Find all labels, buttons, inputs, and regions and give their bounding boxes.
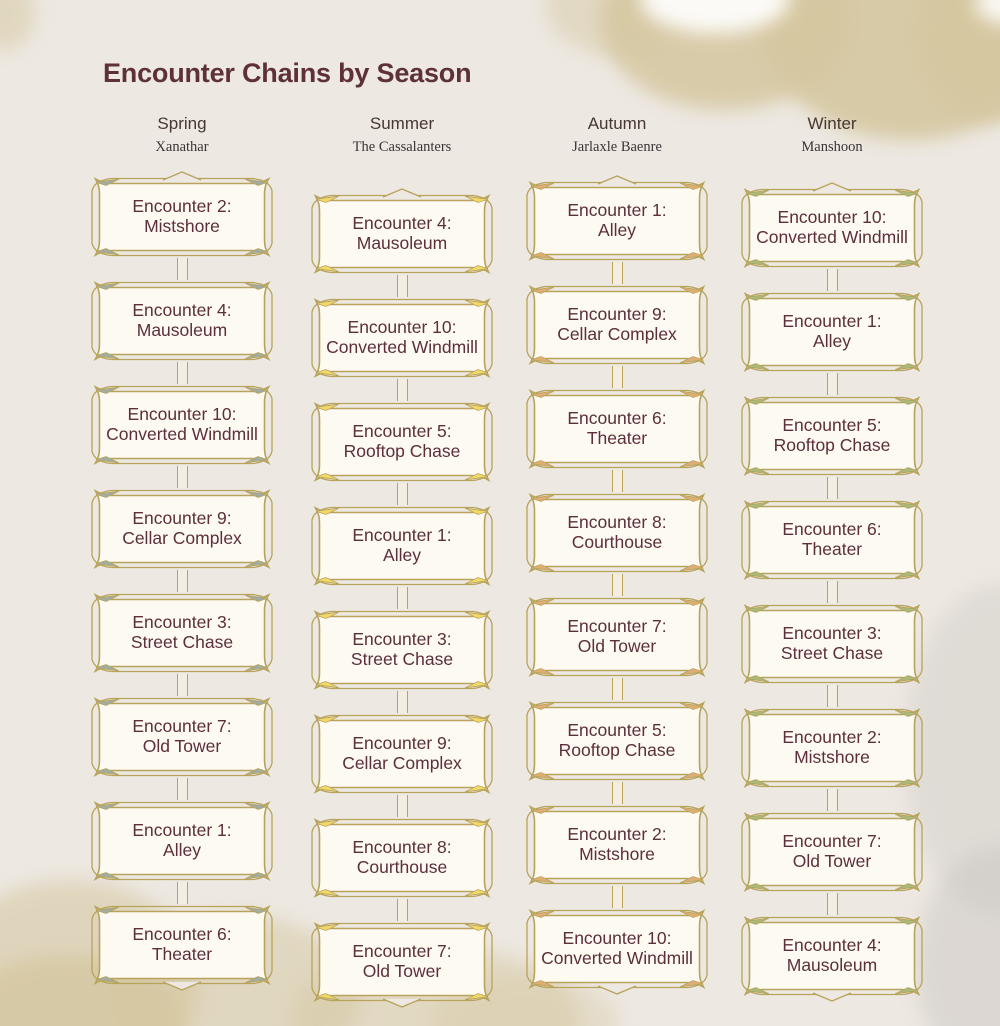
column-header (307, 114, 497, 156)
encounter-name: Encounter 1: (132, 820, 232, 841)
encounter-name: Encounter 6: (782, 519, 882, 540)
encounter-label (567, 825, 666, 865)
encounter-label (541, 929, 693, 969)
encounter-box (89, 592, 275, 674)
chain-connector (827, 269, 838, 291)
encounter-label (774, 416, 891, 456)
encounter-name: Encounter 5: (352, 421, 452, 442)
encounter-location: Cellar Complex (122, 528, 242, 548)
encounter-location: Converted Windmill (326, 337, 478, 357)
chain-connector (397, 379, 408, 401)
encounter-label (557, 305, 677, 345)
encounter-location: Cellar Complex (557, 324, 677, 344)
chain-connector (612, 366, 623, 388)
encounter-location: Mausoleum (356, 233, 448, 253)
chain-connector (612, 678, 623, 700)
encounter-label (567, 201, 666, 241)
encounter-box (524, 180, 710, 262)
encounter-box (89, 384, 275, 466)
chain-connector (827, 373, 838, 395)
encounter-name: Encounter 9: (132, 508, 232, 529)
encounter-location: Street Chase (350, 649, 454, 669)
chain-connector (177, 362, 188, 384)
encounter-name: Encounter 10: (347, 317, 457, 338)
encounter-label (326, 318, 478, 358)
encounter-box (309, 193, 495, 275)
encounter-name: Encounter 10: (127, 404, 237, 425)
encounter-box (739, 603, 925, 685)
encounter-location: Alley (813, 331, 851, 351)
encounter-location: Alley (383, 545, 421, 565)
encounter-location: Mistshore (794, 747, 870, 767)
encounter-box (739, 811, 925, 893)
encounter-location: Old Tower (362, 961, 442, 981)
encounter-location: Rooftop Chase (343, 441, 461, 461)
encounter-location: Alley (163, 840, 201, 860)
encounter-name: Encounter 7: (132, 716, 232, 737)
chain-connector (612, 470, 623, 492)
encounter-name: Encounter 8: (352, 837, 452, 858)
encounter-label (132, 301, 231, 341)
encounter-label (782, 936, 881, 976)
encounter-location: Old Tower (577, 636, 657, 656)
encounter-name: Encounter 1: (567, 200, 667, 221)
encounter-label (131, 613, 233, 653)
chain-connector (177, 882, 188, 904)
encounter-box (89, 280, 275, 362)
encounter-name: Encounter 10: (777, 207, 887, 228)
encounter-name: Encounter 3: (782, 623, 882, 644)
encounter-name: Encounter 5: (567, 720, 667, 741)
chain-connector (397, 795, 408, 817)
chain-connector (397, 587, 408, 609)
encounter-name: Encounter 1: (782, 311, 882, 332)
chain-connector (827, 477, 838, 499)
encounter-name: Encounter 2: (782, 727, 882, 748)
villain-name: Manshoon (801, 139, 863, 155)
encounter-name: Encounter 6: (132, 924, 232, 945)
encounter-location: Converted Windmill (756, 227, 908, 247)
chain-connector (177, 674, 188, 696)
encounter-box (524, 908, 710, 990)
encounter-label (781, 624, 883, 664)
encounter-box (524, 284, 710, 366)
encounter-label (782, 520, 881, 560)
encounter-location: Mistshore (579, 844, 655, 864)
chain-connector (397, 899, 408, 921)
encounter-location: Mausoleum (786, 955, 878, 975)
encounter-label (782, 728, 881, 768)
encounter-box (309, 817, 495, 899)
encounter-location: Theater (586, 428, 648, 448)
encounter-label (782, 832, 881, 872)
encounter-box (739, 707, 925, 789)
encounter-location: Mausoleum (136, 320, 228, 340)
encounter-location: Converted Windmill (541, 948, 693, 968)
encounter-name: Encounter 6: (567, 408, 667, 429)
frame-peak-bottom (382, 998, 422, 1008)
encounter-location: Street Chase (130, 632, 234, 652)
frame-peak-top (162, 171, 202, 181)
encounter-location: Rooftop Chase (773, 435, 891, 455)
encounter-name: Encounter 3: (132, 612, 232, 633)
encounter-label (782, 312, 881, 352)
encounter-label (132, 925, 231, 965)
villain-name: Xanathar (155, 139, 209, 155)
frame-peak-bottom (812, 992, 852, 1002)
chain-connector (397, 275, 408, 297)
page-title: Encounter Chains by Season (103, 58, 472, 88)
encounter-location: Old Tower (142, 736, 222, 756)
chain-connector (612, 886, 623, 908)
encounter-name: Encounter 4: (782, 935, 882, 956)
villain-name: Jarlaxle Baenre (572, 139, 662, 155)
encounter-box (89, 488, 275, 570)
encounter-label (342, 734, 462, 774)
encounter-label (352, 838, 451, 878)
encounter-box (739, 915, 925, 997)
encounter-name: Encounter 2: (132, 196, 232, 217)
encounter-box (89, 696, 275, 778)
encounter-box (524, 388, 710, 470)
column-header (87, 114, 277, 156)
chain-connector (612, 262, 623, 284)
encounter-box (739, 291, 925, 373)
column-header (522, 114, 712, 156)
encounter-box (524, 596, 710, 678)
chain-connector (827, 789, 838, 811)
chain-connector (177, 466, 188, 488)
encounter-name: Encounter 1: (352, 525, 452, 546)
encounter-label (132, 821, 231, 861)
encounter-box (524, 804, 710, 886)
encounter-label (132, 197, 231, 237)
encounter-name: Encounter 7: (782, 831, 882, 852)
chain-connector (177, 570, 188, 592)
column-header (737, 114, 927, 156)
frame-peak-bottom (162, 981, 202, 991)
encounter-location: Converted Windmill (106, 424, 258, 444)
season-name: Winter (807, 114, 857, 133)
chain-connector (612, 782, 623, 804)
chain-connector (177, 778, 188, 800)
encounter-box (309, 609, 495, 691)
chain-connector (397, 483, 408, 505)
encounter-name: Encounter 9: (352, 733, 452, 754)
encounter-location: Theater (801, 539, 863, 559)
encounter-location: Cellar Complex (342, 753, 462, 773)
season-name: Summer (369, 114, 435, 133)
encounter-label (567, 409, 666, 449)
encounter-box (524, 492, 710, 574)
encounter-location: Courthouse (571, 532, 663, 552)
encounter-box (309, 297, 495, 379)
encounter-location: Rooftop Chase (558, 740, 676, 760)
chain-connector (827, 893, 838, 915)
encounter-chain (739, 187, 925, 997)
encounter-label (106, 405, 258, 445)
encounter-chain (89, 176, 275, 986)
frame-peak-top (812, 182, 852, 192)
encounter-label (132, 717, 231, 757)
encounter-box (309, 401, 495, 483)
encounter-location: Courthouse (356, 857, 448, 877)
encounter-name: Encounter 9: (567, 304, 667, 325)
encounter-name: Encounter 2: (567, 824, 667, 845)
encounter-name: Encounter 3: (352, 629, 452, 650)
season-name: Spring (157, 114, 207, 133)
encounter-box (89, 176, 275, 258)
encounter-label (352, 526, 451, 566)
chain-connector (612, 574, 623, 596)
encounter-name: Encounter 7: (567, 616, 667, 637)
encounter-label (344, 422, 461, 462)
encounter-label (756, 208, 908, 248)
encounter-location: Theater (151, 944, 213, 964)
encounter-label (122, 509, 242, 549)
season-name: Autumn (587, 114, 647, 133)
encounter-name: Encounter 8: (567, 512, 667, 533)
encounter-label (352, 942, 451, 982)
encounter-box (89, 800, 275, 882)
encounter-box (739, 187, 925, 269)
chain-connector (827, 685, 838, 707)
encounter-box (739, 499, 925, 581)
encounter-label (559, 721, 676, 761)
encounter-box (309, 505, 495, 587)
encounter-location: Mistshore (144, 216, 220, 236)
encounter-box (309, 713, 495, 795)
encounter-label (352, 214, 451, 254)
frame-peak-top (597, 175, 637, 185)
encounter-box (524, 700, 710, 782)
encounter-label (567, 617, 666, 657)
encounter-name: Encounter 7: (352, 941, 452, 962)
frame-peak-bottom (597, 985, 637, 995)
encounter-box (89, 904, 275, 986)
encounter-location: Street Chase (780, 643, 884, 663)
encounter-label (567, 513, 666, 553)
villain-name: The Cassalanters (352, 139, 452, 155)
encounter-location: Alley (598, 220, 636, 240)
encounter-box (739, 395, 925, 477)
encounter-name: Encounter 5: (782, 415, 882, 436)
encounter-name: Encounter 10: (562, 928, 672, 949)
chain-connector (397, 691, 408, 713)
encounter-location: Old Tower (792, 851, 872, 871)
encounter-name: Encounter 4: (352, 213, 452, 234)
encounter-chain (309, 193, 495, 1003)
encounter-box (309, 921, 495, 1003)
encounter-chain (524, 180, 710, 990)
encounter-name: Encounter 4: (132, 300, 232, 321)
encounter-label (351, 630, 453, 670)
frame-peak-top (382, 188, 422, 198)
chain-connector (827, 581, 838, 603)
chain-connector (177, 258, 188, 280)
